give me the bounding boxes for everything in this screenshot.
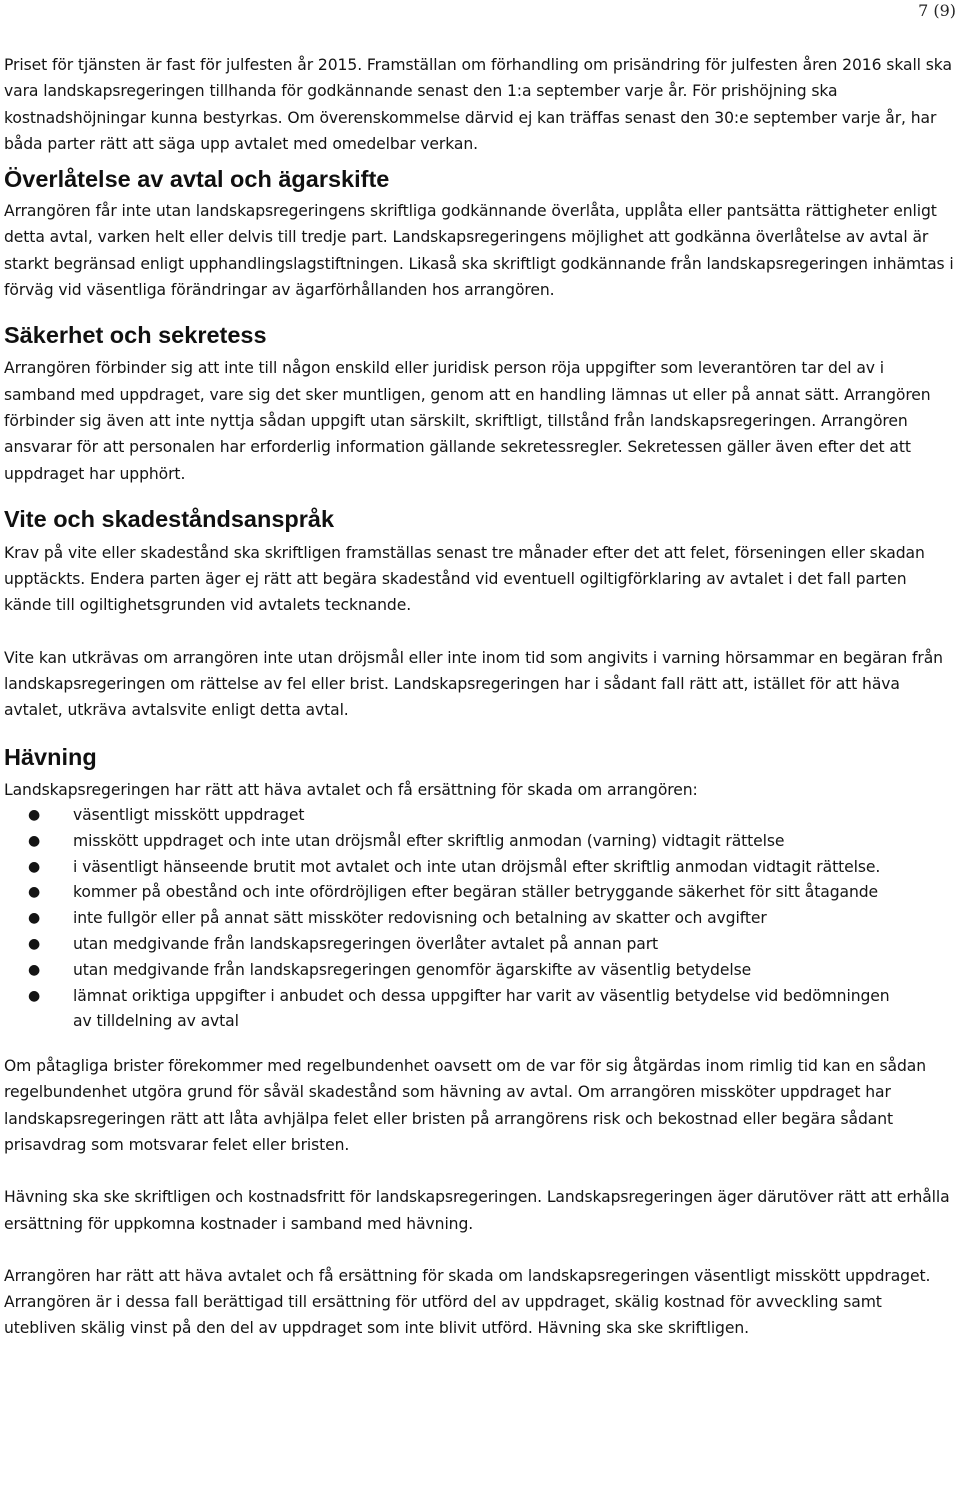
- intro-paragraph: Priset för tjänsten är fast för julfesten år 2015. Framställan om förhandling om prisändring för julfesten åren 2016 skall ska vara landskapsregeringen tillhanda för godkännande senast den 1:a september varje år. För prishöjning ska kostnadshöjningar kunna bestyrkas. Om överenskommelse därvid ej kan träffas senast den 30:e september varje år, har båda parter rätt att säga upp avtalet med omedelbar verkan.: [4, 56, 952, 153]
- havning-paragraph-2: Hävning ska ske skriftligen och kostnadsfritt för landskapsregeringen. Landskapsregeringen äger därutöver rätt att erhålla ersättning för uppkomna kostnader i samband med hävning.: [4, 1188, 950, 1233]
- vite-paragraph-2: Vite kan utkrävas om arrangören inte utan dröjsmål eller inte inom tid som angivits i varning hörsammar en begäran från landskapsregeringen om rättelse av fel eller brist. Landskapsregeringen har i sådant fall rätt att, istället för att häva avtalet, utkräva avtalsvite enligt detta avtal.: [4, 648, 943, 720]
- list-item: [4, 906, 903, 932]
- list-item: [4, 958, 903, 984]
- bullet-icon: ●: [28, 987, 41, 1004]
- section-heading-sakerhet: Säkerhet och sekretess: [4, 322, 267, 349]
- sakerhet-paragraph: Arrangören förbinder sig att inte till någon enskild eller juridisk person röja uppgifter som leverantören tar del av i samband med uppdraget, vare sig det sker muntligen, genom att en handling lämnas ut eller på annat sätt. Arrangören förbinder sig även att inte nyttja sådan uppgift utan särskilt, skriftligt, tillstånd från landskapsregeringen. Arrangören ansvarar för att personalen har erforderlig information gällande sekretessregler. Sekretessen gäller även efter det att uppdraget har upphört.: [4, 359, 931, 483]
- section-heading-havning: Hävning: [4, 743, 97, 770]
- list-item-text: utan medgivande från landskapsregeringen genomför ägarskifte av väsentlig betydelse: [73, 960, 752, 979]
- list-item: [4, 855, 903, 881]
- list-item-text: kommer på obestånd och inte ofördröjligen efter begäran ställer betryggande säkerhet för sitt åtagande: [73, 883, 879, 902]
- list-item: [4, 803, 903, 829]
- list-item: [4, 932, 903, 958]
- list-item-text: misskött uppdraget och inte utan dröjsmål efter skriftlig anmodan (varning) vidtagit rättelse: [73, 831, 785, 850]
- bullet-icon: ●: [28, 832, 41, 849]
- havning-paragraph-1: Om påtagliga brister förekommer med regelbundenhet oavsett om de var för sig åtgärdas inom rimlig tid kan en sådan regelbundenhet utgöra grund för såväl skadestånd som hävning av avtal. Om arrangören missköter uppdraget har landskapsregeringen rätt att låta avhjälpa felet eller bristen på arrangörens risk och bekostnad eller begära sådant prisavdrag som motsvarar felet eller bristen.: [4, 1057, 927, 1154]
- bullet-icon: ●: [28, 858, 41, 875]
- list-item: [4, 829, 903, 855]
- list-item-text: väsentligt misskött uppdraget: [73, 805, 305, 824]
- bullet-icon: ●: [28, 961, 41, 978]
- list-item: [4, 984, 903, 1036]
- page-number: 7 (9): [918, 1, 956, 20]
- havning-intro: Landskapsregeringen har rätt att häva avtalet och få ersättning för skada om arrangören:: [4, 780, 698, 799]
- document-body: [4, 52, 954, 1342]
- overlatelse-paragraph: Arrangören får inte utan landskapsregeringens skriftliga godkännande överlåta, upplåta eller pantsätta rättigheter enligt detta avtal, varken helt eller delvis till tredje part. Landskapsregeringens möjlighet att godkänna överlåtelse av avtal är starkt begränsad enligt upphandlingslagstiftningen. Likaså ska skriftligt godkännande från landskapsregeringen inhämtas i förväg vid väsentliga förändringar av ägarförhållanden hos arrangören.: [4, 202, 954, 300]
- havning-bullet-list: [4, 803, 954, 1035]
- list-item-text: i väsentligt hänseende brutit mot avtalet och inte utan dröjsmål efter skriftlig anmodan vidtagit rättelse.: [73, 857, 881, 876]
- bullet-icon: ●: [28, 806, 41, 823]
- havning-paragraph-3: Arrangören har rätt att häva avtalet och få ersättning för skada om landskapsregeringen väsentligt misskött uppdraget. Arrangören är i dessa fall berättigad till ersättning för utförd del av uppdraget, skälig kostnad för avveckling samt utebliven skälig vinst på den del av uppdraget som inte blivit utförd. Hävning ska ske skriftligen.: [4, 1266, 931, 1338]
- bullet-icon: ●: [28, 935, 41, 952]
- bullet-icon: ●: [28, 910, 41, 927]
- vite-paragraph-1: Krav på vite eller skadestånd ska skriftligen framställas senast tre månader efter det att felet, förseningen eller skadan upptäckts. Endera parten äger ej rätt att begära skadestånd vid eventuell ogiltigförklaring av avtalet i det fall parten kände till ogiltighetsgrunden vid avtalets tecknande.: [4, 543, 925, 615]
- bullet-icon: ●: [28, 884, 41, 901]
- list-item-text: inte fullgör eller på annat sätt missköter redovisning och betalning av skatter och avgifter: [73, 909, 767, 928]
- list-item-text: utan medgivande från landskapsregeringen överlåter avtalet på annan part: [73, 934, 659, 953]
- list-item: [4, 880, 903, 906]
- section-heading-overlatelse: Överlåtelse av avtal och ägarskifte: [4, 166, 390, 193]
- section-heading-vite: Vite och skadeståndsanspråk: [4, 505, 335, 532]
- list-item-text: lämnat oriktiga uppgifter i anbudet och dessa uppgifter har varit av väsentlig betydelse vid bedömningen av tilldelning av avtal: [73, 986, 890, 1031]
